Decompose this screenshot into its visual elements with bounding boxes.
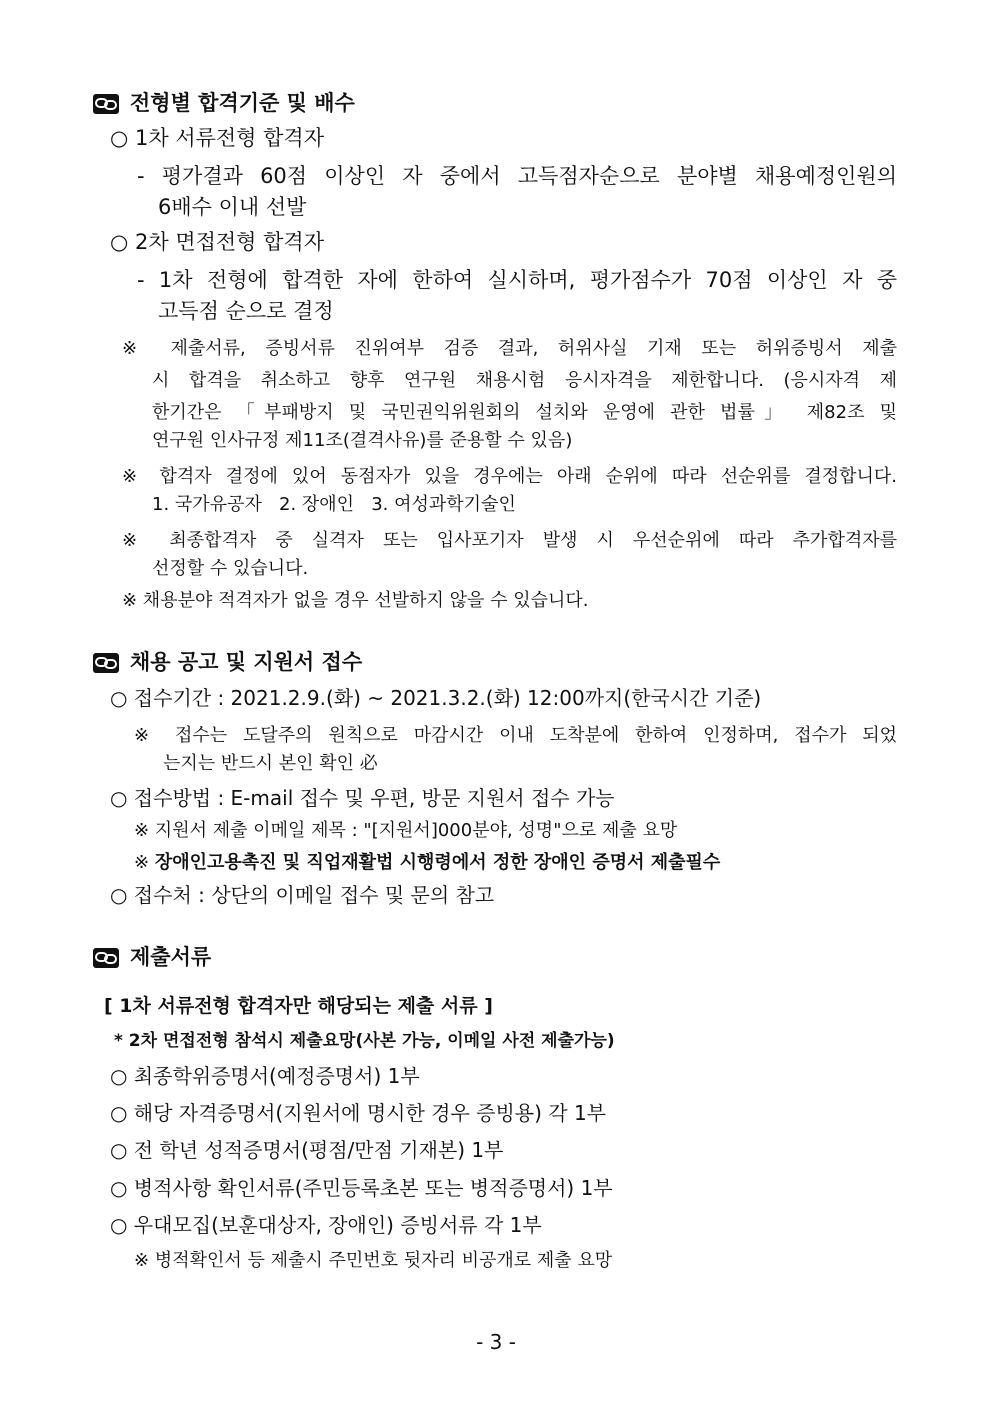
section-title-documents: 제출서류 <box>130 945 212 969</box>
period-note-line1: ※ 접수는 도달주의 원칙으로 마감시간 이내 도착분에 한하여 인정하며, 접수가 되었 <box>134 725 897 746</box>
note1-line4: 연구원 인사규정 제11조(결격사유)를 준용할 수 있음) <box>152 430 573 451</box>
documents-box-subtitle: * 2차 면접전형 참석시 제출요망(사본 가능, 이메일 사전 제출가능) <box>114 1031 615 1051</box>
application-place: ○ 접수처 : 상단의 이메일 접수 및 문의 참고 <box>110 883 495 907</box>
document-item: ○ 전 학년 성적증명서(평점/만점 기재본) 1부 <box>110 1138 504 1162</box>
chain-link-icon <box>93 94 119 114</box>
note2-line1: ※ 합격자 결정에 있어 동점자가 있을 경우에는 아래 순위에 따라 선순위를 결정합니다. <box>122 466 897 487</box>
document-item: ○ 병적사항 확인서류(주민등록초본 또는 병적증명서) 1부 <box>110 1176 613 1200</box>
documents-final-note: ※ 병적확인서 등 제출시 주민번호 뒷자리 비공개로 제출 요망 <box>134 1250 613 1271</box>
period-note-line2: 는지는 반드시 본인 확인 必 <box>163 753 378 774</box>
method-note-email-subject: ※ 지원서 제출 이메일 제목 : "[지원서]000분야, 성명"으로 제출 요망 <box>134 820 678 841</box>
note4: ※ 채용분야 적격자가 없을 경우 선발하지 않을 수 있습니다. <box>122 590 589 611</box>
chain-link-icon <box>93 948 119 968</box>
page-number: - 3 - <box>476 1330 516 1354</box>
stage2-desc-line1: - 1차 전형에 합격한 자에 한하여 실시하며, 평가점수가 70점 이상인 자 중 <box>137 268 897 292</box>
note3-line2: 선정할 수 있습니다. <box>152 558 309 579</box>
stage1-desc-line1: - 평가결과 60점 이상인 자 중에서 고득점자순으로 분야별 채용예정인원의 <box>137 164 897 188</box>
document-item: ○ 최종학위증명서(예정증명서) 1부 <box>110 1064 420 1088</box>
stage1-title: ○ 1차 서류전형 합격자 <box>110 126 324 150</box>
note1-line1: ※ 제출서류, 증빙서류 진위여부 검증 결과, 허위사실 기재 또는 허위증빙서 제출 <box>122 338 897 359</box>
document-item: ○ 해당 자격증명서(지원서에 명시한 경우 증빙용) 각 1부 <box>110 1101 607 1125</box>
application-period: ○ 접수기간 : 2021.2.9.(화) ~ 2021.3.2.(화) 12:00까지(한국시간 기준) <box>110 686 762 710</box>
chain-link-icon <box>93 653 119 673</box>
stage2-desc-line2: 고득점 순으로 결정 <box>158 299 334 323</box>
note2-line2: 1. 국가유공자 2. 장애인 3. 여성과학기술인 <box>152 494 516 515</box>
note3-line1: ※ 최종합격자 중 실격자 또는 입사포기자 발생 시 우선순위에 따라 추가합격자를 <box>122 530 897 551</box>
note1-line3: 한기간은 「부패방지 및 국민권익위원회의 설치와 운영에 관한 법률」 제82조 및 <box>152 402 897 423</box>
application-method: ○ 접수방법 : E-mail 접수 및 우편, 방문 지원서 접수 가능 <box>110 786 615 810</box>
stage1-desc-line2: 6배수 이내 선발 <box>158 195 307 219</box>
section-title-application: 채용 공고 및 지원서 접수 <box>130 650 363 674</box>
disability-cert-required: 장애인고용촉진 및 직업재활법 시행령에서 정한 장애인 증명서 제출필수 <box>154 852 721 873</box>
section-title-selection-criteria: 전형별 합격기준 및 배수 <box>130 91 355 115</box>
method-note-disability-cert <box>134 852 720 875</box>
document-item: ○ 우대모집(보훈대상자, 장애인) 증빙서류 각 1부 <box>110 1213 542 1237</box>
documents-box-title: [ 1차 서류전형 합격자만 해당되는 제출 서류 ] <box>104 995 493 1017</box>
stage2-title: ○ 2차 면접전형 합격자 <box>110 230 324 254</box>
note1-line2: 시 합격을 취소하고 향후 연구원 채용시험 응시자격을 제한합니다. (응시자격 제 <box>152 370 897 391</box>
note-mark: ※ <box>134 852 155 873</box>
